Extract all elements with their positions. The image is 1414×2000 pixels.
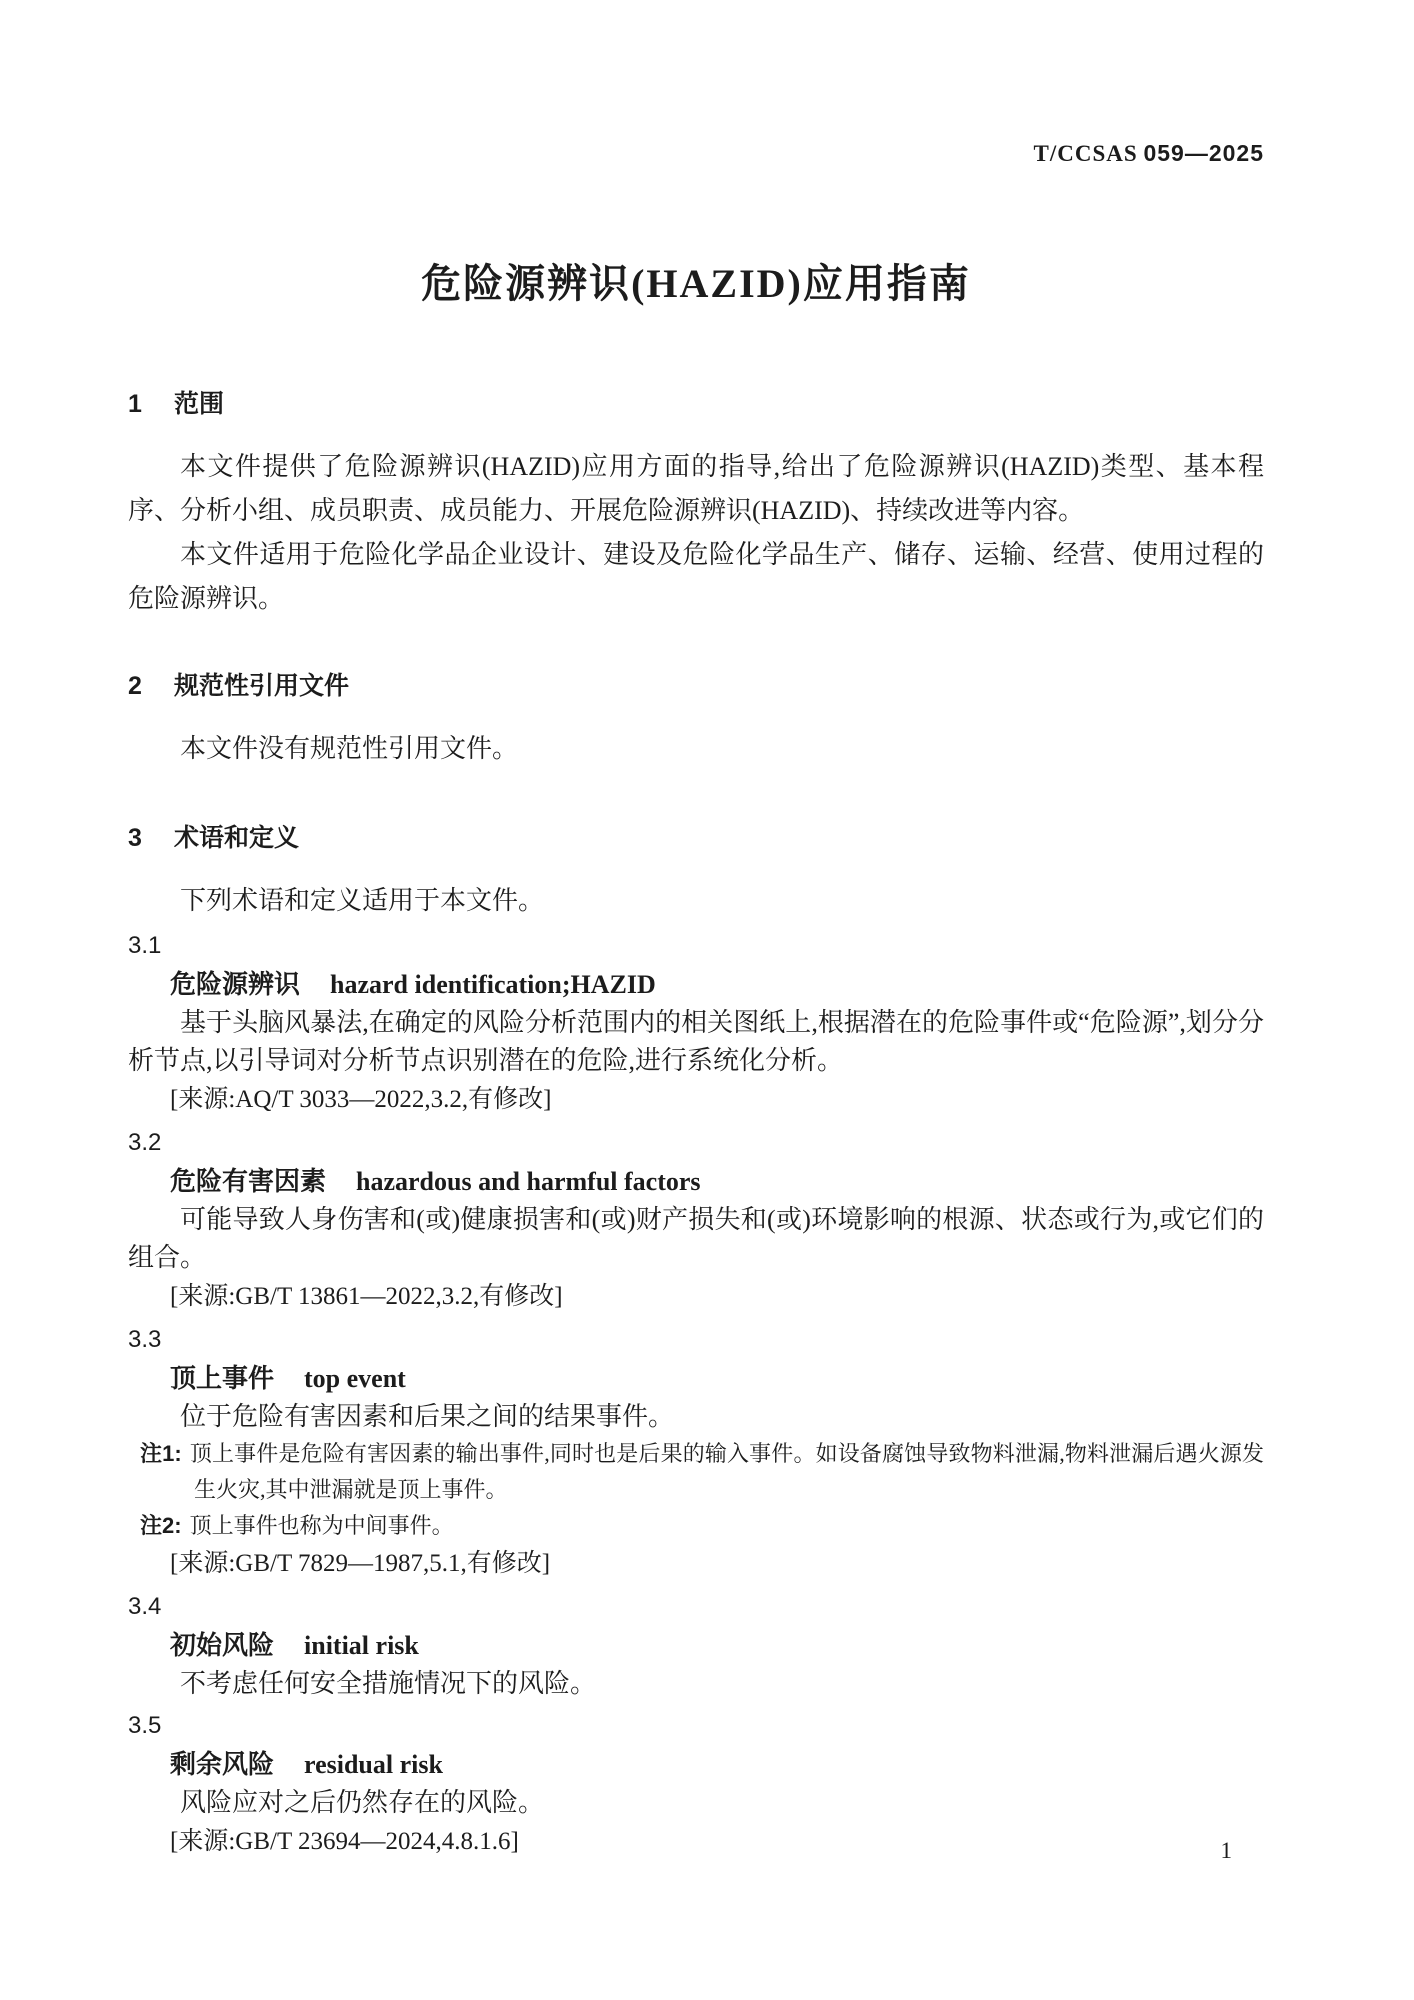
term-3-4-zh: 初始风险 xyxy=(170,1630,275,1660)
term-3-2-source: [来源:GB/T 13861—2022,3.2,有修改] xyxy=(170,1283,563,1310)
term-3-4-title xyxy=(128,1626,1264,1665)
term-3-3-en: top event xyxy=(304,1364,406,1393)
term-3-1-en: hazard identification;HAZID xyxy=(330,970,656,999)
term-3-1-source: [来源:AQ/T 3033—2022,3.2,有修改] xyxy=(170,1086,552,1113)
term-3-3-note-1 xyxy=(140,1436,1264,1508)
term-3-2-number: 3.2 xyxy=(128,1129,162,1156)
normative-references-paragraph: 本文件没有规范性引用文件。 xyxy=(180,734,519,763)
section-1-number: 1 xyxy=(128,390,142,418)
term-3-4-definition: 不考虑任何安全措施情况下的风险。 xyxy=(180,1669,597,1698)
running-header xyxy=(128,0,1264,167)
term-3-5-source: [来源:GB/T 23694—2024,4.8.1.6] xyxy=(170,1828,519,1855)
term-3-3-number: 3.3 xyxy=(128,1326,162,1353)
terms-intro-paragraph: 下列术语和定义适用于本文件。 xyxy=(180,886,545,915)
term-3-2-en: hazardous and harmful factors xyxy=(356,1167,701,1196)
scope-paragraph-2: 本文件适用于危险化学品企业设计、建设及危险化学品生产、储存、运输、经营、使用过程的危险源辨识。 xyxy=(128,540,1264,613)
section-3-number: 3 xyxy=(128,824,142,852)
note-2-text: 顶上事件也称为中间事件。 xyxy=(189,1513,454,1538)
term-3-5-definition: 风险应对之后仍然存在的风险。 xyxy=(180,1788,545,1817)
section-2-title: 规范性引用文件 xyxy=(174,672,350,700)
section-3-heading xyxy=(128,823,1264,853)
document-title: 危险源辨识(HAZID)应用指南 xyxy=(421,261,971,306)
section-2-number: 2 xyxy=(128,672,142,700)
term-3-5-en: residual risk xyxy=(304,1750,443,1779)
term-3-3-zh: 顶上事件 xyxy=(170,1363,275,1393)
term-3-2-zh: 危险有害因素 xyxy=(170,1166,327,1196)
term-3-1-zh: 危险源辨识 xyxy=(170,969,301,999)
note-1-label: 注1: xyxy=(140,1441,182,1466)
term-3-3-definition: 位于危险有害因素和后果之间的结果事件。 xyxy=(180,1402,675,1431)
section-3-title: 术语和定义 xyxy=(174,824,300,852)
term-3-1-title xyxy=(128,965,1264,1004)
note-2-label: 注2: xyxy=(140,1513,182,1538)
standard-code-number: 059—2025 xyxy=(1143,140,1264,166)
term-3-4-number: 3.4 xyxy=(128,1593,162,1620)
section-2-heading xyxy=(128,671,1264,701)
term-3-4-en: initial risk xyxy=(304,1631,419,1660)
scope-paragraph-1: 本文件提供了危险源辨识(HAZID)应用方面的指导,给出了危险源辨识(HAZID)类型、基本程序、分析小组、成员职责、成员能力、开展危险源辨识(HAZID)、持续改进等内容。 xyxy=(128,452,1264,525)
term-3-3-title xyxy=(128,1359,1264,1398)
term-3-5-zh: 剩余风险 xyxy=(170,1749,275,1779)
term-3-5-title xyxy=(128,1745,1264,1784)
term-3-1-number: 3.1 xyxy=(128,932,162,959)
term-3-5-number: 3.5 xyxy=(128,1712,162,1739)
standard-code-prefix: T/CCSAS xyxy=(1033,141,1138,166)
term-3-2-definition: 可能导致人身伤害和(或)健康损害和(或)财产损失和(或)环境影响的根源、状态或行为,或它们的组合。 xyxy=(128,1205,1264,1272)
section-1-title: 范围 xyxy=(174,390,225,418)
section-1-heading xyxy=(128,389,1264,419)
term-3-2-title xyxy=(128,1162,1264,1201)
term-3-1-definition: 基于头脑风暴法,在确定的风险分析范围内的相关图纸上,根据潜在的危险事件或“危险源”,划分分析节点,以引导词对分析节点识别潜在的危险,进行系统化分析。 xyxy=(128,1008,1264,1075)
note-1-text: 顶上事件是危险有害因素的输出事件,同时也是后果的输入事件。如设备腐蚀导致物料泄漏,物料泄漏后遇火源发生火灾,其中泄漏就是顶上事件。 xyxy=(189,1441,1264,1502)
page-number: 1 xyxy=(1220,1838,1232,1863)
term-3-3-source: [来源:GB/T 7829—1987,5.1,有修改] xyxy=(170,1550,551,1577)
term-3-3-note-2 xyxy=(140,1508,1264,1544)
